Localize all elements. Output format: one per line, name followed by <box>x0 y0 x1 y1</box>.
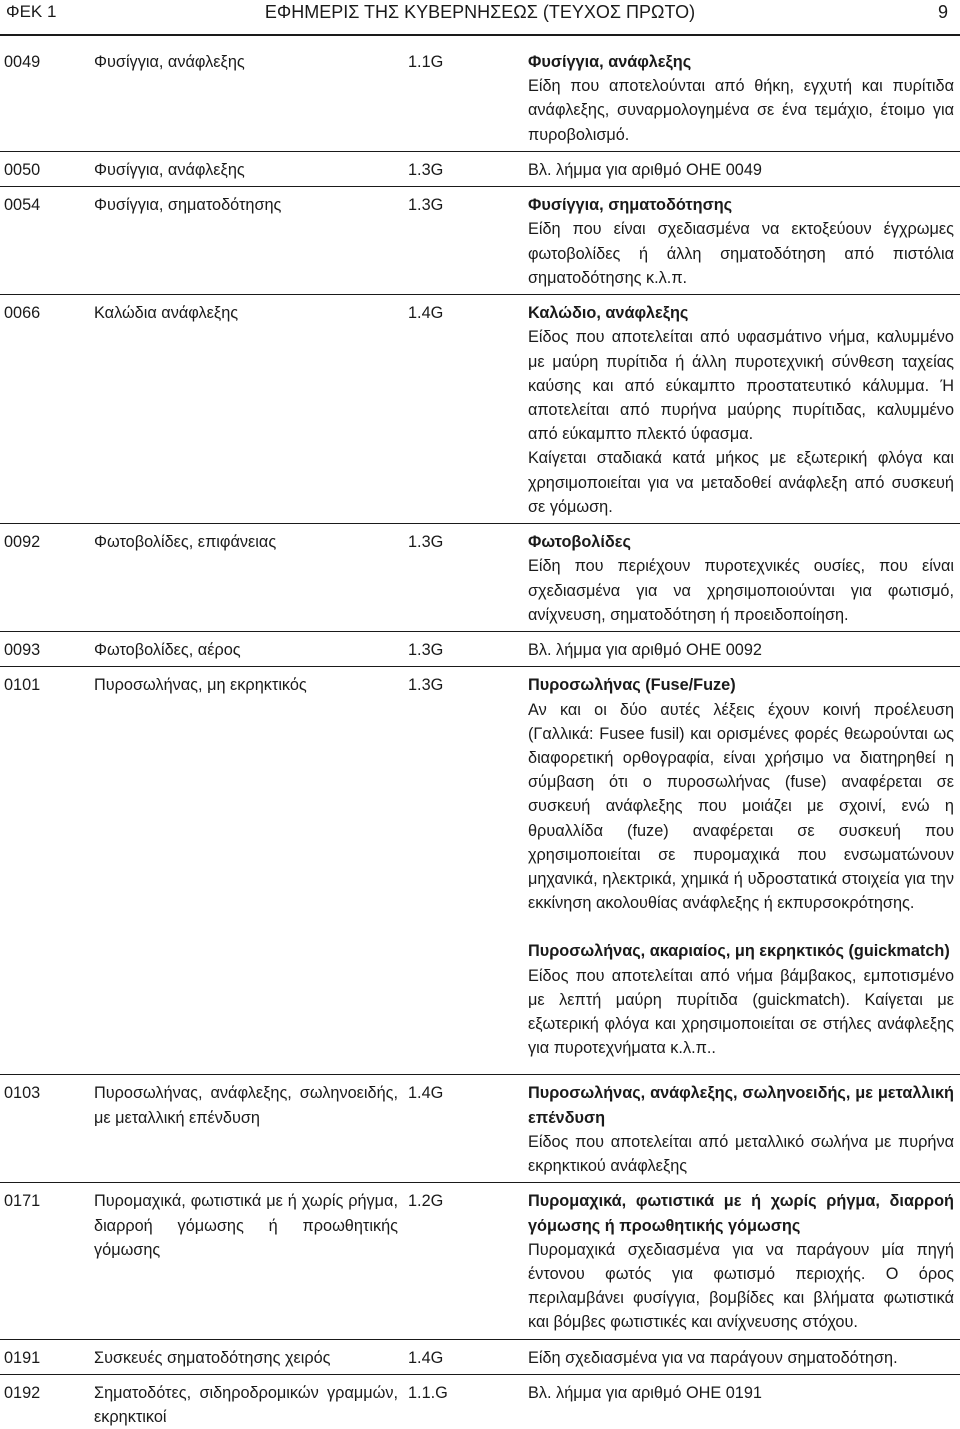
row-divider <box>0 523 960 524</box>
un-number: 0093 <box>4 641 41 660</box>
description-text: Είδη που είναι σχεδιασμένα να εκτοξεύουν έγχρωμες φωτοβολίδες ή άλλη σηματοδότηση από πιστόλια σηματοδότησης κ.λ.π. <box>528 220 954 287</box>
header-divider <box>0 34 960 36</box>
entry-description <box>528 530 954 627</box>
gazette-issue-label: ΦΕΚ 1 <box>6 2 57 21</box>
entry-description <box>528 193 954 290</box>
entry-description <box>528 638 954 662</box>
entry-name: Φυσίγγια, ανάφλεξης <box>94 53 245 71</box>
table-row <box>0 193 960 290</box>
description-title: Καλώδιο, ανάφλεξης <box>528 304 689 323</box>
classification-code: 1.1G <box>408 53 444 71</box>
entry-name: Φωτοβολίδες, επιφάνειας <box>94 533 277 552</box>
entry-description <box>528 1381 954 1405</box>
row-divider <box>0 186 960 187</box>
description-text-continued: Είδος που αποτελείται από νήμα βάμβακος, εμποτισμένο με λεπτή μαύρη πυρίτιδα (guickmatch). Καίγεται με εξωτερική φλόγα και χρησιμοποιείται σε στήλες ανάφλεξης για πυροτεχνήματα κ.λ.π.. <box>528 966 954 1058</box>
table-row <box>0 301 960 519</box>
description-title: Φωτοβολίδες <box>528 533 631 552</box>
description-text: Είδος που αποτελείται από μεταλλικό σωλήνα με πυρήνα εκρηκτικού ανάφλεξης <box>528 1132 954 1176</box>
gazette-title: ΕΦΗΜΕΡΙΣ ΤΗΣ ΚΥΒΕΡΝΗΣΕΩΣ (ΤΕΥΧΟΣ ΠΡΩΤΟ) <box>264 2 696 22</box>
un-number: 0049 <box>4 53 41 71</box>
description-title: Πυρομαχικά, φωτιστικά με ή χωρίς ρήγμα, διαρροή γόμωσης ή προωθητικής γόμωσης <box>528 1192 954 1235</box>
description-title: Φυσίγγια, ανάφλεξης <box>528 53 692 71</box>
classification-code: 1.3G <box>408 641 444 660</box>
un-number: 0103 <box>4 1084 41 1103</box>
un-number: 0191 <box>4 1348 41 1367</box>
page-header <box>0 0 960 30</box>
description-text: Είδη σχεδιασμένα για να παράγουν σηματοδότηση. <box>528 1348 898 1367</box>
row-divider <box>0 294 960 295</box>
entry-name: Πυρομαχικά, φωτιστικά με ή χωρίς ρήγμα, διαρροή γόμωσης ή προωθητικής γόμωσης <box>94 1192 398 1259</box>
entry-description <box>528 1346 954 1370</box>
entry-description <box>528 1081 954 1178</box>
table-row <box>0 1381 960 1429</box>
entry-description <box>528 301 954 519</box>
row-divider <box>0 1182 960 1183</box>
description-text: Είδος που αποτελείται από υφασμάτινο νήμα, καλυμμένο με μαύρη πυρίτιδα ή άλλη πυροτεχνική σύνθεση ταχείας καύσης και από εύκαμπτο προστατευτικό κάλυμμα. Ή αποτελείται από πυρήνα μαύρης πυρίτιδας, καλυμμένο από εύκαμπτο πλεκτό ύφασμα. <box>528 328 954 444</box>
row-divider <box>0 1074 960 1075</box>
entry-description <box>528 673 954 1060</box>
classification-code: 1.3G <box>408 196 444 215</box>
table-row <box>0 673 960 1060</box>
entry-description <box>528 158 954 182</box>
un-number: 0054 <box>4 196 41 215</box>
row-divider <box>0 151 960 152</box>
table-row <box>0 530 960 627</box>
classification-code: 1.3G <box>408 676 444 695</box>
row-divider <box>0 631 960 632</box>
description-title: Φυσίγγια, σηματοδότησης <box>528 196 733 215</box>
table-row <box>0 1189 960 1334</box>
entry-name: Φυσίγγια, σηματοδότησης <box>94 196 282 215</box>
entry-name: Καλώδια ανάφλεξης <box>94 304 239 323</box>
description-text: Αν και οι δύο αυτές λέξεις έχουν κοινή προέλευση (Γαλλικά: Fusee fusil) και ορισμένες φορές θεωρούνται ως διαφορετική ορθογραφία, είναι χρήσιμο να διατηρηθεί η σύμβαση ότι ο πυροσωλήνας (fuse) αναφέρεται σε συσκευή ανάφλεξης που μοιάζει με σχοινί, ενώ η θρυαλλίδα (fuze) αναφέρεται σε συσκευή που χρησιμοποιείται σε πυρομαχικά που ενσωματώνουν μηχανικά, ηλεκτρικά, χημικά ή υδροστατικά στοιχεία για την εκκίνηση ακολουθίας ανάφλεξης ή εκπυρσοκρότησης. <box>528 700 954 913</box>
row-divider <box>0 1374 960 1375</box>
classification-code: 1.4G <box>408 304 444 323</box>
page-number: 9 <box>937 2 948 22</box>
description-subtitle: Πυροσωλήνας, ακαριαίος, μη εκρηκτικός (guickmatch) <box>528 942 950 961</box>
entry-name: Συσκευές σηματοδότησης χειρός <box>94 1348 331 1367</box>
description-text-continued: Καίγεται σταδιακά κατά μήκος με εξωτερική φλόγα και χρησιμοποιείται για να μεταδοθεί ανάφλεξη από συσκευή σε γόμωση. <box>528 449 954 516</box>
table-row <box>0 1081 960 1178</box>
entries-table <box>0 50 960 1429</box>
classification-code: 1.3G <box>408 161 444 179</box>
un-number: 0192 <box>4 1383 41 1402</box>
table-row <box>0 158 960 182</box>
table-row <box>0 1346 960 1370</box>
un-number: 0092 <box>4 533 41 552</box>
table-row <box>0 50 960 147</box>
classification-code: 1.4G <box>408 1348 444 1367</box>
cross-reference: Βλ. λήμμα για αριθμό ΟΗΕ 0049 <box>528 161 762 179</box>
description-text: Είδη που αποτελούνται από θήκη, εγχυτή και πυρίτιδα ανάφλεξης, συναρμολογημένα σε ένα τεμάχιο, έτοιμο για πυροβολισμό. <box>528 77 954 144</box>
un-number: 0066 <box>4 304 41 323</box>
row-divider <box>0 666 960 667</box>
description-title: Πυροσωλήνας, ανάφλεξης, σωληνοειδής, με μεταλλική επένδυση <box>528 1084 954 1127</box>
classification-code: 1.4G <box>408 1084 444 1103</box>
entry-name: Φυσίγγια, ανάφλεξης <box>94 161 245 179</box>
entry-name: Φωτοβολίδες, αέρος <box>94 641 241 660</box>
row-divider <box>0 1339 960 1340</box>
un-number: 0050 <box>4 161 41 179</box>
table-row <box>0 638 960 662</box>
entry-name: Πυροσωλήνας, ανάφλεξης, σωληνοειδής, με μεταλλική επένδυση <box>94 1084 398 1127</box>
classification-code: 1.3G <box>408 533 444 552</box>
description-text: Πυρομαχικά σχεδιασμένα για να παράγουν μία πηγή έντονου φωτός για φωτισμό περιοχής. Ο όρος περιλαμβάνει φυσίγγια, βομβίδες και βλήματα φωτιστικά και βόμβες φωτιστικές και ανίχνευσης στόχου. <box>528 1240 954 1332</box>
classification-code: 1.2G <box>408 1192 444 1211</box>
cross-reference: Βλ. λήμμα για αριθμό ΟΗΕ 0191 <box>528 1383 762 1402</box>
un-number: 0171 <box>4 1192 41 1211</box>
description-title: Πυροσωλήνας (Fuse/Fuze) <box>528 676 736 695</box>
entry-description <box>528 1189 954 1334</box>
entry-name: Σηματοδότες, σιδηροδρομικών γραμμών, εκρηκτικοί <box>94 1383 398 1427</box>
un-number: 0101 <box>4 676 41 695</box>
cross-reference: Βλ. λήμμα για αριθμό ΟΗΕ 0092 <box>528 641 762 660</box>
entry-description <box>528 50 954 147</box>
classification-code: 1.1.G <box>408 1383 448 1402</box>
entry-name: Πυροσωλήνας, μη εκρηκτικός <box>94 676 307 695</box>
description-text: Είδη που περιέχουν πυροτεχνικές ουσίες, που είναι σχεδιασμένα για να χρησιμοποιούνται για φωτισμό, ανίχνευση, σηματοδότηση ή προειδοποίηση. <box>528 557 954 624</box>
